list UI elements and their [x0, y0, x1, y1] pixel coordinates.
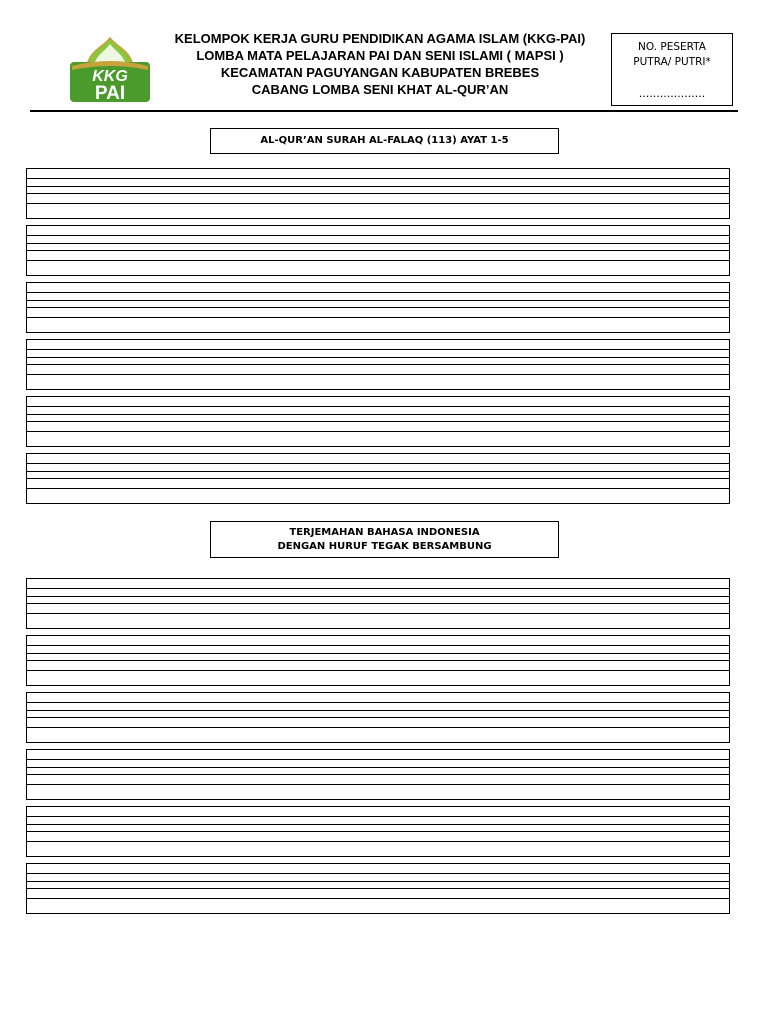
participant-gender-label: PUTRA/ PUTRI*	[633, 56, 711, 68]
writing-line	[27, 717, 729, 718]
participant-number-blank: ...................	[638, 87, 706, 100]
writing-line	[27, 816, 729, 817]
writing-line	[27, 774, 729, 775]
quran-line-group[interactable]	[26, 168, 730, 219]
writing-line	[27, 193, 729, 194]
writing-line	[27, 603, 729, 604]
writing-line	[27, 235, 729, 236]
translation-line-group[interactable]	[26, 863, 730, 914]
writing-line	[27, 374, 729, 375]
writing-line	[27, 406, 729, 407]
header-divider	[30, 110, 738, 112]
writing-line	[27, 250, 729, 251]
writing-line	[27, 260, 729, 261]
translation-line-group[interactable]	[26, 692, 730, 743]
writing-line	[27, 653, 729, 654]
writing-line	[27, 186, 729, 187]
writing-line	[27, 488, 729, 489]
writing-line	[27, 357, 729, 358]
writing-line	[27, 421, 729, 422]
translation-line-group[interactable]	[26, 806, 730, 857]
writing-line	[27, 873, 729, 874]
translation-line-group[interactable]	[26, 635, 730, 686]
translation-line-group[interactable]	[26, 578, 730, 629]
writing-line	[27, 178, 729, 179]
writing-line	[27, 463, 729, 464]
quran-line-group[interactable]	[26, 396, 730, 447]
kkg-pai-logo	[66, 36, 154, 104]
writing-line	[27, 645, 729, 646]
writing-line	[27, 471, 729, 472]
header-line-2: LOMBA MATA PELAJARAN PAI DAN SENI ISLAMI ( MAPSI )	[196, 48, 564, 63]
writing-line	[27, 613, 729, 614]
writing-line	[27, 596, 729, 597]
writing-line	[27, 478, 729, 479]
writing-line	[27, 784, 729, 785]
header-line-3: KECAMATAN PAGUYANGAN KABUPATEN BREBES	[220, 65, 540, 80]
participant-number-box[interactable]	[611, 33, 733, 106]
writing-line	[27, 203, 729, 204]
writing-line	[27, 431, 729, 432]
writing-line	[27, 588, 729, 589]
logo-text-kkg: KKG	[92, 68, 128, 85]
writing-line	[27, 759, 729, 760]
writing-line	[27, 888, 729, 889]
writing-line	[27, 841, 729, 842]
writing-line	[27, 702, 729, 703]
document-header	[170, 30, 590, 98]
writing-line	[27, 317, 729, 318]
quran-line-group[interactable]	[26, 282, 730, 333]
writing-line	[27, 300, 729, 301]
participant-label: NO. PESERTA	[638, 41, 706, 53]
logo-text-pai: PAI	[94, 83, 126, 104]
writing-line	[27, 243, 729, 244]
section-title-translation	[210, 521, 559, 558]
writing-line	[27, 414, 729, 415]
translation-title-line-2: DENGAN HURUF TEGAK BERSAMBUNG	[277, 541, 492, 552]
writing-line	[27, 710, 729, 711]
header-line-1: KELOMPOK KERJA GURU PENDIDIKAN AGAMA ISLAM (KKG-PAI)	[174, 31, 586, 46]
writing-line	[27, 881, 729, 882]
writing-line	[27, 727, 729, 728]
quran-line-group[interactable]	[26, 339, 730, 390]
quran-line-group[interactable]	[26, 453, 730, 504]
writing-line	[27, 824, 729, 825]
translation-title-line-1: TERJEMAHAN BAHASA INDONESIA	[289, 527, 480, 538]
writing-line	[27, 292, 729, 293]
writing-line	[27, 660, 729, 661]
writing-line	[27, 670, 729, 671]
writing-line	[27, 307, 729, 308]
header-line-4: CABANG LOMBA SENI KHAT AL-QUR’AN	[251, 82, 509, 97]
quran-line-group[interactable]	[26, 225, 730, 276]
writing-line	[27, 898, 729, 899]
translation-line-group[interactable]	[26, 749, 730, 800]
writing-line	[27, 364, 729, 365]
writing-line	[27, 349, 729, 350]
section-title-quran: AL-QUR’AN SURAH AL-FALAQ (113) AYAT 1-5	[210, 128, 559, 154]
writing-line	[27, 831, 729, 832]
writing-line	[27, 767, 729, 768]
